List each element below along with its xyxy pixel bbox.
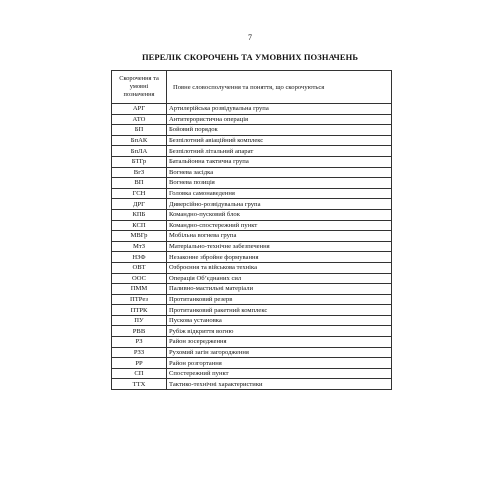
abbreviation-cell: КСП [112, 220, 167, 231]
table-row [112, 305, 392, 316]
abbreviation-cell: РЗЗ [112, 347, 167, 358]
abbreviation-cell: МВГр [112, 231, 167, 242]
full-term-cell: Рухомий загін загородження [167, 347, 392, 358]
full-term-cell: Вогнева позиція [167, 178, 392, 189]
full-term-cell: Озброєння та військова техніка [167, 262, 392, 273]
table-row [112, 241, 392, 252]
abbreviation-cell: СП [112, 368, 167, 379]
table-row [112, 262, 392, 273]
table-row [112, 337, 392, 348]
table-row [112, 347, 392, 358]
full-term-cell: Вогнева засідка [167, 167, 392, 178]
table-row [112, 273, 392, 284]
table-row [112, 125, 392, 136]
full-term-cell: Командно-спостережний пункт [167, 220, 392, 231]
table-row [112, 231, 392, 242]
table-row [112, 178, 392, 189]
abbreviation-cell: ДРГ [112, 199, 167, 210]
full-term-cell: Безпілотний літальний апарат [167, 146, 392, 157]
full-term-cell: Незаконне збройне формування [167, 252, 392, 263]
table-row [112, 167, 392, 178]
full-term-cell: Спостережний пункт [167, 368, 392, 379]
abbreviation-cell: ВгЗ [112, 167, 167, 178]
table-row [112, 199, 392, 210]
abbreviation-cell: ТТХ [112, 379, 167, 390]
abbreviation-cell: РР [112, 358, 167, 369]
table-row [112, 209, 392, 220]
table-row [112, 104, 392, 115]
full-term-cell: Командно-пусковий блок [167, 209, 392, 220]
table-row [112, 358, 392, 369]
abbreviation-cell: ПММ [112, 284, 167, 295]
abbreviation-cell: БП [112, 125, 167, 136]
abbreviation-cell: ГСН [112, 188, 167, 199]
table-row [112, 368, 392, 379]
table-row [112, 146, 392, 157]
full-term-cell: Антитерористична операція [167, 114, 392, 125]
abbreviations-table [111, 70, 392, 390]
table-row [112, 294, 392, 305]
table-row [112, 315, 392, 326]
table-row [112, 188, 392, 199]
abbreviation-cell: ПТРК [112, 305, 167, 316]
abbreviation-cell: БпЛА [112, 146, 167, 157]
abbreviation-cell: ОВТ [112, 262, 167, 273]
full-term-cell: Матеріально-технічне забезпечення [167, 241, 392, 252]
abbreviation-cell: НЗФ [112, 252, 167, 263]
abbreviation-cell: БпАК [112, 135, 167, 146]
abbreviation-cell: РВВ [112, 326, 167, 337]
header-full-term: Повне словосполучення та поняття, що скорочуються [167, 71, 392, 104]
table-row [112, 379, 392, 390]
table-row [112, 252, 392, 263]
abbreviation-cell: АТО [112, 114, 167, 125]
abbreviation-cell: ООС [112, 273, 167, 284]
full-term-cell: Район розгортання [167, 358, 392, 369]
full-term-cell: Батальйонна тактична група [167, 156, 392, 167]
abbreviation-cell: МтЗ [112, 241, 167, 252]
full-term-cell: Головка самонаведення [167, 188, 392, 199]
table-row [112, 114, 392, 125]
table-row [112, 156, 392, 167]
abbreviation-cell: РЗ [112, 337, 167, 348]
full-term-cell: Тактико-технічні характеристики [167, 379, 392, 390]
full-term-cell: Протитанковий ракетний комплекс [167, 305, 392, 316]
table-header-row [112, 71, 392, 104]
table-row [112, 284, 392, 295]
table-body [112, 104, 392, 390]
abbreviation-cell: ПУ [112, 315, 167, 326]
full-term-cell: Паливно-мастильні матеріали [167, 284, 392, 295]
full-term-cell: Пускова установка [167, 315, 392, 326]
table-row [112, 220, 392, 231]
full-term-cell: Мобільна вогнева група [167, 231, 392, 242]
abbreviation-cell: ПТРез [112, 294, 167, 305]
full-term-cell: Протитанковий резерв [167, 294, 392, 305]
full-term-cell: Безпілотний авіаційний комплекс [167, 135, 392, 146]
full-term-cell: Диверсійно-розвідувальна група [167, 199, 392, 210]
page-title: ПЕРЕЛІК СКОРОЧЕНЬ ТА УМОВНИХ ПОЗНАЧЕНЬ [141, 52, 359, 62]
full-term-cell: Рубіж відкриття вогню [167, 326, 392, 337]
abbreviation-cell: АРГ [112, 104, 167, 115]
abbreviation-cell: БТГр [112, 156, 167, 167]
abbreviation-cell: ВП [112, 178, 167, 189]
table-row [112, 135, 392, 146]
page-number: 7 [248, 33, 252, 42]
full-term-cell: Бойовий порядок [167, 125, 392, 136]
header-abbreviation: Скорочення та умовні позначення [112, 71, 167, 104]
table-row [112, 326, 392, 337]
full-term-cell: Артилерійська розвідувальна група [167, 104, 392, 115]
abbreviation-cell: КПБ [112, 209, 167, 220]
full-term-cell: Операція Об’єднаних сил [167, 273, 392, 284]
full-term-cell: Район зосередження [167, 337, 392, 348]
